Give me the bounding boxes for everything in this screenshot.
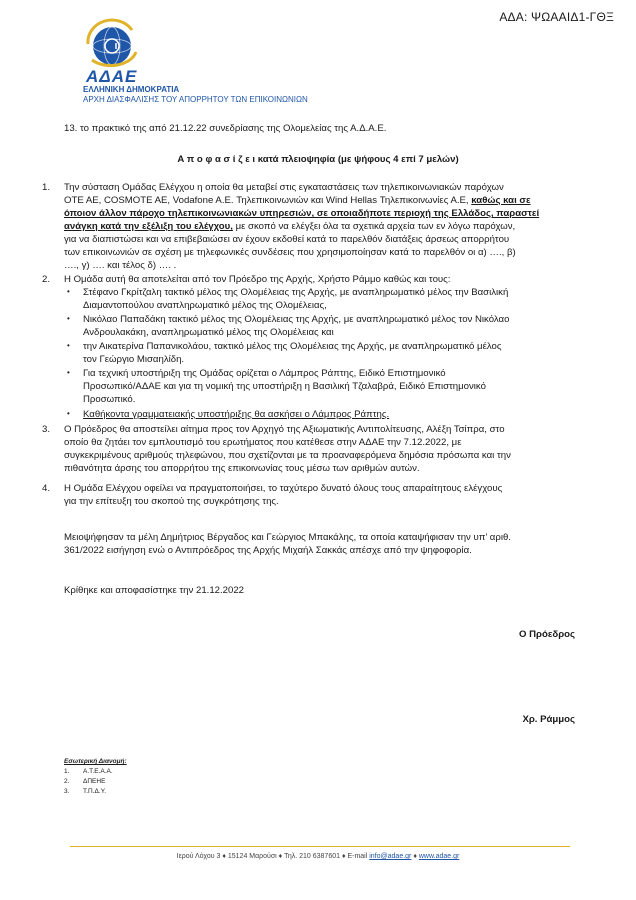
- adae-globe-logo: [80, 14, 140, 74]
- bullet-line: Προσωπικό/ΑΔΑΕ και για τη νομική της υποστήριξη η Βασιλική Τζαλαβρά, Ειδικό Επιστημονικό: [83, 381, 486, 392]
- paragraph-2-number: 2.: [42, 274, 51, 285]
- distribution-item-number: 1.: [64, 768, 70, 775]
- footer-contact: [0, 853, 636, 860]
- org-line-2: ΑΡΧΗ ΔΙΑΣΦΑΛΙΣΗΣ ΤΟΥ ΑΠΟΡΡΗΤΟΥ ΤΩΝ ΕΠΙΚΟΙΝΩΝΙΩΝ: [83, 95, 308, 104]
- bullet-icon: •: [67, 287, 70, 296]
- item-13-text: το πρακτικό της από 21.12.22 συνεδρίασης της Ολομελείας της Α.Δ.Α.Ε.: [80, 123, 387, 134]
- paragraph-1-line: [64, 220, 580, 233]
- bullet-line: Για τεχνική υποστήριξη της Ομάδας ορίζεται ο Λάμπρος Ράπτης, Ειδικό Επιστημονικό: [83, 368, 446, 379]
- distribution-item-number: 3.: [64, 788, 70, 795]
- footer-separator: ♦: [411, 853, 419, 860]
- distribution-title: Εσωτερική Διανομή:: [64, 758, 127, 765]
- ada-code: ΑΔΑ: ΨΩΑΑΙΔ1-ΓΘΞ: [499, 10, 614, 24]
- bullet-icon: •: [67, 341, 70, 350]
- bullet-secretarial-support: Καθήκοντα γραμματειακής υποστήριξης θα ασκήσει ο Λάμπρος Ράπτης.: [83, 409, 390, 420]
- decision-heading: Α π ο φ α σ ί ζ ε ι κατά πλειοψηφία (με ψήφους 4 επί 7 μελών): [177, 154, 459, 165]
- paragraph-1-number: 1.: [42, 182, 51, 193]
- bullet-technical-support: [83, 367, 580, 406]
- paragraph-3-line: Ο Πρόεδρος θα αποστείλει αίτημα προς τον Αρχηγό της Αξιωματικής Αντιπολίτευσης, Αλέξη Τσίπρα, στο: [64, 424, 505, 435]
- paragraph-1-line: των επικοινωνιών σε σχέση με τηλεφωνικές συνδέσεις που χρησιμοποίησαν κατά το παρελθόν οι α) …., β): [64, 247, 516, 258]
- bullet-icon: •: [67, 409, 70, 418]
- footer-website-link[interactable]: www.adae.gr: [418, 853, 460, 860]
- paragraph-1-line: για να διαπιστώσει και να επιβεβαιώσει αν έχουν εκδοθεί κατά το παρελθόν διατάξεις άρσεως απορρήτου: [64, 234, 510, 245]
- paragraph-4: [64, 482, 580, 508]
- paragraph-1-emphasis: ανάγκη κατά την εξέλιξη του ελέγχου,: [64, 221, 233, 232]
- bullet-member-3: [83, 340, 580, 366]
- paragraph-4-line: για την επίτευξη του σκοπού της συγκρότησης της.: [64, 496, 279, 507]
- distribution-item: Α.Τ.Ε.Α.Α.: [83, 768, 113, 775]
- paragraph-1-emphasis: καθώς και σε: [471, 195, 531, 206]
- bullet-member-1: [83, 286, 580, 312]
- paragraph-3: [64, 423, 580, 475]
- bullet-member-2: [83, 313, 580, 339]
- footer-divider: [70, 846, 570, 847]
- paragraph-3-number: 3.: [42, 424, 51, 435]
- paragraph-3-line: πιθανότητα άρσης του απορρήτου της επικοινωνίας τους μέσω των αριθμών αυτών.: [64, 463, 420, 474]
- president-title: Ο Πρόεδρος: [518, 629, 575, 640]
- bullet-line: την Αικατερίνα Παπανικολάου, τακτικό μέλος της Ολομέλειας της Αρχής, με αναπληρωματικό μέλος: [83, 341, 502, 352]
- judged-date: Κρίθηκε και αποφασίστηκε την 21.12.2022: [64, 585, 244, 596]
- item-13: [64, 122, 386, 135]
- distribution-item: Τ.Π.Δ.Υ.: [83, 788, 107, 795]
- paragraph-3-line: οποίο θα ζητάει τον εμπλουτισμό του ερωτήματος που κατέθεσε στην ΑΔΑΕ την 7.12.2022, με: [64, 437, 462, 448]
- minority-line: Μειοψήφησαν τα μέλη Δημήτριος Βέργαδος και Γεώργιος Μπακάλης, τα οποία καταψήφισαν την υπ’ αριθ.: [64, 532, 511, 543]
- paragraph-1-line: Την σύσταση Ομάδας Ελέγχου η οποία θα μεταβεί στις εγκαταστάσεις των τηλεπικοινωνιακών παρόχων: [64, 182, 504, 193]
- distribution-item-number: 2.: [64, 778, 70, 785]
- president-name: Χρ. Ράμμος: [522, 714, 575, 725]
- paragraph-1: [64, 181, 580, 272]
- distribution-item: ΔΠΕΗΕ: [83, 778, 106, 785]
- paragraph-2-text: Η Ομάδα αυτή θα αποτελείται από τον Πρόεδρο της Αρχής, Χρήστο Ράμμο καθώς και τους:: [64, 274, 451, 285]
- paragraph-4-line: Η Ομάδα Ελέγχου οφείλει να πραγματοποιήσει, το ταχύτερο δυνατό όλους τους απαραίτητους ελέγχους: [64, 483, 503, 494]
- paragraph-1-text: ΟΤΕ ΑΕ, COSMOTE AE, Vodafone A.E. Τηλεπικοινωνιών και Wind Hellas Τηλεπικοινωνίες Α.Ε,: [64, 195, 469, 206]
- org-line-1: ΕΛΛΗΝΙΚΗ ΔΗΜΟΚΡΑΤΙΑ: [83, 85, 180, 94]
- paragraph-1-emphasis: όποιον άλλον πάροχο τηλεπικοινωνιακών υπηρεσιών, σε οποιαδήποτε περιοχή της Ελλάδος, παραστεί: [64, 208, 540, 219]
- bullet-line: Στέφανο Γκρίτζαλη τακτικό μέλος της Ολομέλειας της Αρχής, με αναπληρωματικό μέλος την Βασιλική: [83, 287, 509, 298]
- bullet-icon: •: [67, 314, 70, 323]
- bullet-icon: •: [67, 368, 70, 377]
- minority-line: 361/2022 εισήγηση ενώ ο Αντιπρόεδρος της Αρχής Μιχαήλ Σακκάς απέσχε από την ψηφοφορία.: [64, 545, 472, 556]
- bullet-line: Προσωπικό.: [83, 394, 136, 405]
- bullet-line: Νικόλαο Παπαδάκη τακτικό μέλος της Ολομέλειας της Αρχής, με αναπληρωματικό μέλος τον Νικόλαο: [83, 314, 510, 325]
- minority-vote-note: [64, 531, 580, 557]
- brand-name: ΑΔΑΕ: [86, 67, 138, 86]
- bullet-line: Διαμαντοπούλου αναπληρωματικό μέλος της Ολομέλειας,: [83, 300, 327, 311]
- paragraph-1-line: [64, 194, 580, 207]
- footer-email-link[interactable]: info@adae.gr: [369, 853, 412, 860]
- paragraph-1-text: με σκοπό να ελέγξει όλα τα σχετικά αρχεία των εν λόγω παρόχων,: [232, 221, 516, 232]
- bullet-line: τον Γεώργιο Μισαηλίδη.: [83, 354, 185, 365]
- paragraph-1-line: …., γ) …. και τέλος δ) …. .: [64, 260, 177, 271]
- paragraph-4-number: 4.: [42, 483, 51, 494]
- paragraph-3-line: συγκεκριμένους αριθμούς τηλεφώνου, που σχετίζονται με τα προαναφερόμενα δημόσια πρόσωπα και την: [64, 450, 511, 461]
- footer-address: Ιερού Λόχου 3 ♦ 15124 Μαρούσι ♦ Τηλ. 210 6387601 ♦ E-mail: [176, 853, 368, 860]
- item-13-number: 13.: [64, 123, 78, 134]
- paragraph-1-line: [64, 207, 580, 220]
- bullet-line: Ανδρουλακάκη, αναπληρωματικό μέλος της Ολομέλειας και: [83, 327, 334, 338]
